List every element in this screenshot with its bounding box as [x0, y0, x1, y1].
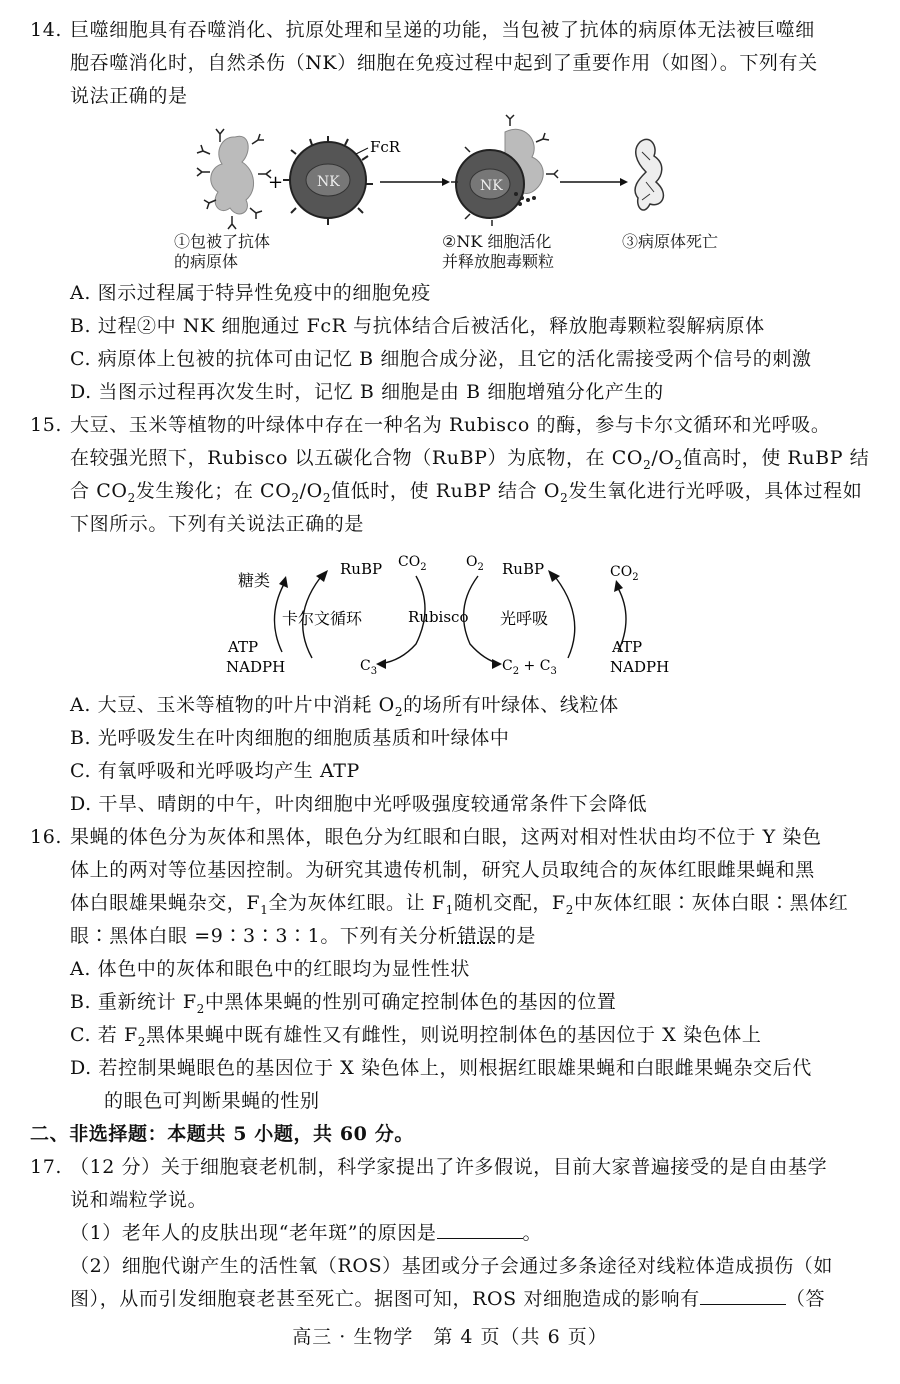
rubp-label-left: RuBP: [340, 560, 383, 578]
nk-cell-figure: [180, 112, 740, 237]
q14-stem-line2: 胞吞噬消化时，自然杀伤（NK）细胞在免疫过程中起到了重要作用（如图）。下列有关: [70, 52, 818, 74]
nk-label-2: NK: [480, 178, 503, 194]
atp-label-left: ATP: [228, 638, 259, 656]
q14-option-b: B. 过程②中 NK 细胞通过 FcR 与抗体结合后被活化，释放胞毒颗粒裂解病原体: [70, 315, 765, 337]
answer-blank[interactable]: [700, 1286, 786, 1305]
q16-option-c: C. 若 $F_2$黑体果蝇中既有雄性又有雌性，则说明控制体色的基因位于 X 染色体上: [70, 1024, 762, 1049]
q14-number: 14.: [30, 19, 63, 41]
q16-option-a: A. 体色中的灰体和眼色中的红眼均为显性性状: [70, 958, 471, 980]
pathogen-with-antibodies-image: [197, 129, 271, 229]
q17-part2-line1: （2）细胞代谢产生的活性氧（ROS）基团或分子会通过多条途径对线粒体造成损伤（如: [70, 1255, 833, 1277]
figure-caption-2a: ②NK 细胞活化: [442, 232, 552, 251]
q17-stem-line1: （12 分）关于细胞衰老机制，科学家提出了许多假说，目前大家普遍接受的是自由基学: [70, 1156, 828, 1178]
q15-stem-line4: 下图所示。下列有关说法正确的是: [70, 513, 365, 535]
q17-stem-line2: 说和端粒学说。: [70, 1189, 208, 1211]
emphasis-text: 错误: [457, 925, 497, 947]
q15-stem-line1: 大豆、玉米等植物的叶绿体中存在一种名为 Rubisco 的酶，参与卡尔文循环和光呼吸。: [70, 414, 831, 436]
q16-option-d-line1: D. 若控制果蝇眼色的基因位于 X 染色体上，则根据红眼雄果蝇和白眼雌果蝇杂交后代: [70, 1057, 812, 1079]
arrow-right-icon: [560, 178, 628, 186]
figure-caption-1a: ①包被了抗体: [174, 232, 271, 251]
rubisco-label: Rubisco: [408, 608, 469, 626]
nadph-label-right: NADPH: [610, 658, 670, 676]
q15-stem-line3: 合 $CO_2$发生羧化；在 $CO_2/O_2$值低时，使 RuBP 结合 $O_2$发生氧化进行光呼吸，具体过程如: [70, 480, 863, 505]
figure-caption-1b: 的病原体: [174, 252, 239, 271]
q15-option-d: D. 干旱、晴朗的中午，叶肉细胞中光呼吸强度较通常条件下会降低: [70, 793, 648, 815]
sugar-label: 糖类: [238, 571, 271, 590]
figure-caption-3: ③病原体死亡: [622, 232, 719, 251]
section-heading: 二、非选择题：本题共 5 小题，共 60 分。: [30, 1123, 414, 1145]
q17-number: 17.: [30, 1156, 63, 1178]
dead-pathogen-image: [635, 139, 663, 210]
photorespiration-label: 光呼吸: [500, 609, 549, 628]
q15-option-a: A. 大豆、玉米等植物的叶片中消耗 $O_2$的场所有叶绿体、线粒体: [70, 694, 619, 719]
q17-part1: （1）老年人的皮肤出现“老年斑”的原因是 。: [70, 1222, 543, 1244]
atp-label-right: ATP: [612, 638, 643, 656]
figure-caption-2b: 并释放胞毒颗粒: [442, 252, 555, 271]
q14-option-c: C. 病原体上包被的抗体可由记忆 B 细胞合成分泌，且它的活化需接受两个信号的刺激: [70, 348, 812, 370]
q16-stem-line2: 体上的两对等位基因控制。为研究其遗传机制，研究人员取纯合的灰体红眼雌果蝇和黑: [70, 859, 815, 881]
q14-option-d: D. 当图示过程再次发生时，记忆 B 细胞是由 B 细胞增殖分化产生的: [70, 381, 664, 403]
c3-label: $C_3$: [360, 658, 378, 677]
q17-part2-line2: 图），从而引发细胞衰老甚至死亡。据图可知，ROS 对细胞造成的影响有 （答: [70, 1288, 826, 1310]
co2-label-right: $CO_2$: [610, 564, 639, 583]
q15-option-b: B. 光呼吸发生在叶肉细胞的细胞质基质和叶绿体中: [70, 727, 510, 749]
page-footer: 高三 · 生物学 第 4 页（共 6 页）: [292, 1326, 608, 1348]
calvin-cycle-label: 卡尔文循环: [282, 609, 363, 628]
q16-option-d-line2: 的眼色可判断果蝇的性别: [104, 1090, 320, 1112]
co2-label-mid: $CO_2$: [398, 554, 427, 573]
q16-stem-line4: 眼∶黑体白眼 =9∶3∶3∶1。下列有关分析错误的是: [70, 925, 536, 947]
rubp-label-right: RuBP: [502, 560, 545, 578]
c2-c3-label: $C_2 + C_3$: [502, 658, 557, 677]
nk-cell-image: [283, 136, 373, 225]
q16-stem-line1: 果蝇的体色分为灰体和黑体，眼色分为红眼和白眼，这两对相对性状由均不位于 Y 染色: [70, 826, 822, 848]
nadph-label-left: NADPH: [226, 658, 286, 676]
arrow-right-icon: [380, 178, 450, 186]
plus-sign: +: [268, 172, 284, 193]
activated-nk-cell-image: [451, 115, 558, 226]
q14-stem-line1: 巨噬细胞具有吞噬消化、抗原处理和呈递的功能，当包被了抗体的病原体无法被巨噬细: [70, 19, 815, 41]
answer-blank[interactable]: [437, 1220, 523, 1239]
nk-label: NK: [317, 174, 340, 190]
o2-label: $O_2$: [466, 554, 484, 573]
q16-option-b: B. 重新统计 $F_2$中黑体果蝇的性别可确定控制体色的基因的位置: [70, 991, 617, 1016]
q14-stem-line3: 说法正确的是: [70, 85, 188, 107]
q16-number: 16.: [30, 826, 63, 848]
q15-option-c: C. 有氧呼吸和光呼吸均产生 ATP: [70, 760, 360, 782]
fcr-label: FcR: [370, 138, 401, 156]
q15-stem-line2: 在较强光照下，Rubisco 以五碳化合物（RuBP）为底物，在 $CO_2/O_2$值高时，使 RuBP 结: [70, 447, 870, 472]
q14-option-a: A. 图示过程属于特异性免疫中的细胞免疫: [70, 282, 431, 304]
q15-number: 15.: [30, 414, 63, 436]
rubisco-diagram: [220, 548, 680, 678]
q16-stem-line3: 体白眼雄果蝇杂交，$F_1$全为灰体红眼。让 $F_1$随机交配，$F_2$中灰体红眼∶灰体白眼∶黑体红: [70, 892, 849, 917]
